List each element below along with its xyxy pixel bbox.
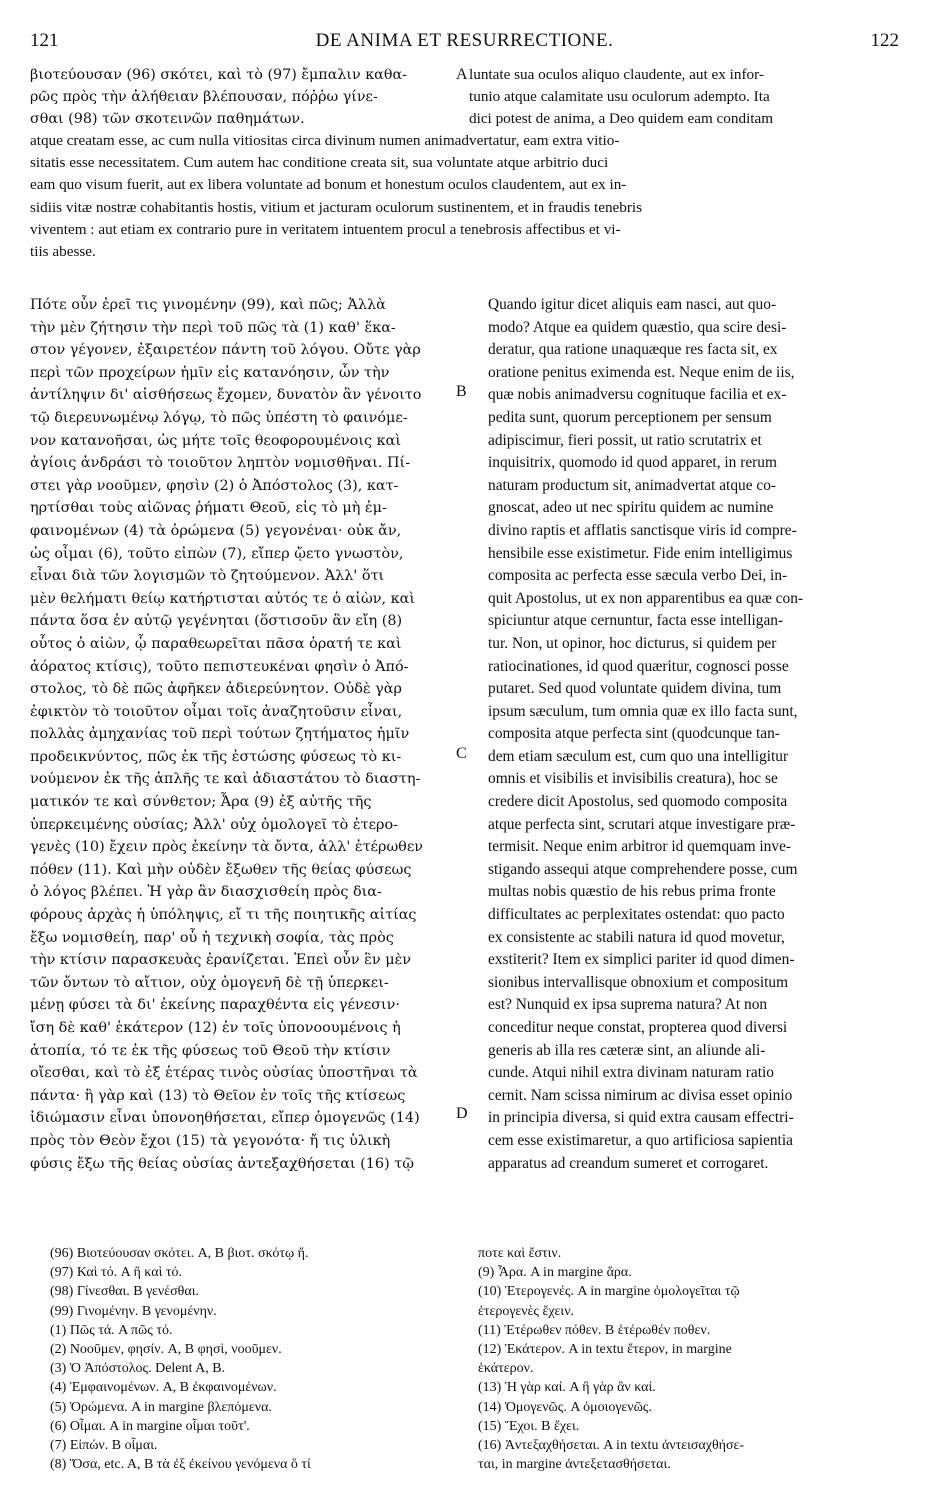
footnote-line: (96) Βιοτεύουσαν σκότει. A, B βιοτ. σκότῳ ἤ. [50, 1246, 309, 1261]
latin-text-line: exstiterit? Item ex simplici pariter id quod dimen- [488, 951, 795, 969]
greek-text-line: Πότε οὖν ἐρεῖ τις γινομένην (99), καὶ πῶς; Ἀλλὰ [30, 297, 386, 313]
greek-text-line: ἀόρατος κτίσις), τοῦτο πεπιστευκέναι φησὶν ὁ Ἀπό- [30, 658, 409, 675]
latin-text-line: ex consistente ac stabili natura id quod movetur, [488, 928, 785, 946]
latin-text-line: composita ac perfecta esse sæcula verbo Dei, in- [488, 567, 788, 585]
footnote-line: (15) Ἔχοι. B ἔχει. [478, 1418, 580, 1434]
footnote-line: (11) Ἑτέρωθεν πόθεν. B ἑτέρωθέν ποθεν. [478, 1322, 711, 1338]
greek-text-line: φόρους ἀρχὰς ἡ ὑπόληψις, εἴ τι τῆς ποιητικῆς αἰτίας [30, 907, 417, 924]
latin-text-line: difficultates ac perplexitates ostendat: quo pacto [488, 906, 785, 924]
latin-text-line: multas nobis quæstio de his rebus prima fronte [488, 883, 776, 901]
greek-text-line: ἀτοπία, τό τε ἐκ τῆς φύσεως τοῦ Θεοῦ τὴν κτίσιν [30, 1042, 391, 1059]
text-line: sitatis esse necessitatem. Cum autem hac conditione creata sit, sua voluntate atque arbitrio duci [30, 154, 609, 172]
latin-text-line: generis ab illa res cæteræ sint, an aliunde ali- [488, 1041, 766, 1059]
greek-text-line: τὴν κτίσιν παρασκευὰς ἐρανίζεται. Ἐπεὶ οὖν ἓν μὲν [30, 952, 412, 969]
text-line: eam quo visum fuerit, aut ex libera voluntate ad bonum et honestum oculos claudentem, aut ex in- [30, 176, 627, 194]
greek-text-line: πρὸς τὸν Θεὸν ἔχοι (15) τὰ γεγονότα· ἤ τις ὑλικὴ [30, 1132, 391, 1149]
latin-text-line: apparatus ad creandum sumeret et corrogaret. [488, 1154, 769, 1172]
latin-text-line: termisit. Neque enim arbitror id quemquam inve- [488, 838, 792, 856]
latin-text-line: inquisitrix, quomodo id quod apparet, in rerum [488, 454, 777, 472]
greek-text-line: πάντα ὅσα ἐν αὐτῷ γεγένηται (ὅστισοῦν ἂν εἴη (8) [30, 613, 403, 630]
greek-text-line: οὗτος ὁ αἰὼν, ᾧ παραθεωρεῖται πᾶσα ὁρατή τε καὶ [30, 635, 402, 652]
greek-text-line: προδεικνύντος, πῶς ἐκ τῆς ἑστώσης φύσεως τὸ κι- [30, 748, 402, 765]
footnotes-right-column [478, 1244, 898, 1474]
greek-text-line: τὴν μὲν ζήτησιν τὴν περὶ τοῦ πῶς τὰ (1) καθ' ἕκα- [30, 319, 396, 336]
margin-marker-a: A [456, 66, 468, 83]
greek-text-line: περὶ τῶν προχείρων ἡμῖν εἰς κατανόησιν, ὧν τὴν [30, 364, 390, 381]
latin-text-line: omnis et visibilis et invisibilis creatura), hoc se [488, 770, 778, 788]
text-line: atque creatam esse, ac cum nulla vitiositas circa divinum numen animadvertatur, eam extra vitio- [30, 132, 620, 149]
footnote-line: ται, in margine ἀντεξετασθήσεται. [478, 1457, 671, 1473]
greek-text-line: ἁγίοις ἀνδράσι τὸ τοιοῦτον ληπτὸν νομισθῆναι. Πί- [30, 455, 411, 472]
latin-text-line: cunde. Atqui nihil extra divinam naturam ratio [488, 1064, 774, 1082]
latin-text-line: credere dicit Apostolus, sed quomodo composita [488, 793, 788, 811]
latin-text-line: modo? Atque ea quidem quæstio, qua scire desi- [488, 318, 787, 336]
latin-text-line: in principia diversa, si quid extra causam effectri- [488, 1109, 794, 1127]
greek-text-line: ἐφικτὸν τὸ τοιοῦτον οἶμαι τοῖς ἀναζητοῦσιν εἶναι, [30, 703, 403, 720]
footnotes-left-column [50, 1244, 470, 1474]
latin-text-line: hensibile esse existimetur. Fide enim intelligimus [488, 544, 793, 562]
margin-marker-b: B [456, 383, 467, 400]
latin-text-line: Quando igitur dicet aliquis eam nasci, aut quo- [488, 296, 777, 313]
top-continuation-block [30, 64, 899, 263]
latin-text-line: putaret. Sed quod voluntate quidem divina, tum [488, 680, 782, 698]
footnote-line: (13) Ἡ γὰρ καί. A ἢ γὰρ ἂν καί. [478, 1380, 656, 1396]
text-line: ρῶς πρὸς τὴν ἀλήθειαν βλέπουσαν, πόῤῥω γίνε- [30, 89, 378, 105]
latin-text-line: pedita sunt, quorum perceptionem per sensum [488, 408, 772, 426]
latin-text-line: sionibus intervallisque obnoxium et compositum [488, 973, 789, 991]
greek-text-line: πόθεν (11). Καὶ μὴν οὐδὲν ἔξωθεν τῆς θείας φύσεως [30, 861, 412, 878]
latin-text-line: composita atque perfecta sint (quodcunque tan- [488, 725, 780, 743]
footnotes [50, 1244, 899, 1474]
text-line: βιοτεύουσαν (96) σκότει, καὶ τὸ (97) ἔμπαλιν καθα- [30, 67, 407, 83]
greek-text-line: γενὲς (10) ἔχειν πρὸς ἐκείνην τὰ ὄντα, ἀλλ' ἑτέρωθεν [30, 839, 424, 856]
full-width-latin [30, 130, 899, 263]
greek-column [30, 294, 470, 1175]
footnote-line: (9) Ἆρα. A in margine ἄρα. [478, 1265, 632, 1281]
footnote-line: (14) Ὁμογενῶς. A ὁμοιογενῶς. [478, 1399, 652, 1415]
margin-marker-d: D [456, 1105, 468, 1122]
latin-text-line: quit Apostolus, ut ex non apparentibus ea quæ con- [488, 589, 804, 607]
footnote-line: (98) Γίνεσθαι. B γενέσθαι. [50, 1284, 199, 1300]
greek-text-line: ματικόν τε καὶ σύνθετον; Ἆρα (9) ἐξ αὐτῆς τῆς [30, 794, 372, 811]
greek-text-line: ἰδιώμασιν εἶναι ὑπονοηθήσεται, εἴπερ ὁμογενῶς (14) [30, 1110, 420, 1127]
footnote-line: ἑτερογενὲς ἔχειν. [478, 1303, 575, 1319]
latin-text-line: conceditur neque constat, propterea quod diversi [488, 1019, 788, 1036]
top-greek-column [30, 64, 457, 130]
text-line: σθαι (98) τῶν σκοτεινῶν παθημάτων. [30, 111, 305, 127]
footnote-line: (4) Ἐμφαινομένων. A, B ἐκφαινομένων. [50, 1380, 277, 1396]
page-number-right: 122 [870, 30, 899, 51]
footnote-line: ποτε καὶ ἔστιν. [478, 1246, 562, 1261]
footnote-line: (97) Καὶ τό. A ἢ καὶ τό. [50, 1265, 182, 1281]
latin-text-line: divino raptis et afflatis sanctisque viris id compre- [488, 521, 797, 539]
margin-marker-c: C [456, 745, 467, 762]
latin-text-line: cernit. Nam scissa nimirum ac divisa esset opinio [488, 1086, 793, 1104]
greek-text-line: στον γέγονεν, ἐξαιρετέον πάντη τοῦ λόγου. Οὔτε γὰρ [30, 342, 421, 359]
footnote-line: (10) Ἑτερογενές. A in margine ὁμολογεῖται τῷ [478, 1284, 740, 1300]
footnote-line: (1) Πῶς τά. A πῶς τό. [50, 1322, 173, 1338]
latin-text-line: atque perfecta sint, scrutari atque investigare præ- [488, 815, 796, 833]
greek-text-line: οἴεσθαι, καὶ τὸ ἐξ ἑτέρας τινὸς οὐσίας ὑποστῆναι τὰ [30, 1065, 418, 1082]
footnote-line: (99) Γινομένην. B γενομένην. [50, 1303, 217, 1319]
latin-text-line: naturam productum sit, animadvertat atque co- [488, 476, 777, 494]
latin-text-line: gnoscat, adeo ut nec spiritu quidem ac numine [488, 499, 774, 517]
text-line: sidiis vitæ nostræ cohabitantis hostis, vitium et jacturam oculorum sustinentem, et in fraudis tenebris [30, 198, 643, 216]
latin-text-line: stigando assequi atque comprehendere posse, cum [488, 860, 798, 878]
greek-text-line: στολος, τὸ δὲ πῶς ἀφῆκεν ἀδιερεύνητον. Οὐδὲ γὰρ [30, 681, 402, 698]
latin-text-line: est? Nunquid ex ipsa suprema natura? At non [488, 996, 768, 1014]
running-title: DE ANIMA ET RESURRECTIONE. [315, 30, 614, 51]
greek-text-line: πολλὰς ἀμηχανίας τοῦ περὶ τούτων ζητήματος ἡμῖν [30, 726, 410, 743]
greek-text-line: στει γὰρ νοοῦμεν, φησὶν (2) ὁ Ἀπόστολος (3), κατ- [30, 477, 399, 494]
top-latin-column [469, 64, 899, 130]
greek-text-line: εἶναι διὰ τῶν λογισμῶν τὸ ζητούμενον. Ἀλλ' ὅτι [30, 568, 385, 585]
greek-text-line: ἔξω νομισθείη, παρ' οὗ ἡ τεχνικὴ σοφία, τὰς πρὸς [30, 929, 394, 946]
latin-text-line: dem etiam sæculum est, cum quo una intelligitur [488, 747, 789, 765]
latin-text-line: quæ nobis animadversu cognituque facilia et ex- [488, 386, 787, 404]
footnote-line: (6) Οἶμαι. A in margine οἶμαι τοῦτ'. [50, 1418, 250, 1434]
greek-text-line: νον κατανοῆσαι, ὡς μήτε τοῖς θεοφορουμένοις καὶ [30, 432, 401, 449]
latin-column [488, 294, 898, 1175]
text-line: tiis abesse. [30, 243, 96, 261]
footnote-line: ἑκάτερον. [478, 1361, 534, 1377]
greek-text-line: φύσις ἔξω τῆς θείας οὐσίας ἀντεξαχθήσεται (16) τῷ [30, 1155, 414, 1172]
footnote-line: (3) Ὁ Ἀπόστολος. Delent A, B. [50, 1361, 226, 1377]
latin-text-line: cem esse existimaretur, a quo artificiosa sapientia [488, 1131, 793, 1149]
footnote-line: (12) Ἑκάτερον. A in textu ἕτερον, in margine [478, 1342, 732, 1358]
text-line: luntate sua oculos aliquo claudente, aut ex infor- [469, 66, 764, 83]
latin-text-line: ipsum sæculum, tum omnia quæ ex illo facta sunt, [488, 702, 798, 720]
text-line: viventem : aut etiam ex contrario pure in veritatem intuentem procul a tenebrosis affectibus et vi- [30, 220, 621, 238]
greek-text-line: πάντα· ἢ γὰρ καὶ (13) τὸ Θεῖον ἐν τοῖς τῆς κτίσεως [30, 1087, 406, 1104]
text-line: dici potest de anima, a Deo quidem eam conditam [469, 110, 774, 127]
latin-text-line: adipiscimur, fieri possit, ut ratio scrutatrix et [488, 431, 762, 449]
greek-text-line: ὑπερκειμένης οὐσίας; Ἀλλ' οὐχ ὁμολογεῖ τὸ ἑτερο- [30, 816, 399, 833]
latin-text-line: oratione penitus eximenda est. Neque enim de iis, [488, 363, 795, 381]
greek-text-line: ὡς οἶμαι (6), τοῦτο εἰπὼν (7), εἴπερ ᾤετο γνωστὸν, [30, 545, 404, 562]
latin-text-line: spiciuntur atque cernuntur, facta esse intelligan- [488, 612, 784, 630]
greek-text-line: νούμενον ἐκ τῆς ἁπλῆς τε καὶ ἀδιαστάτου τὸ διαστη- [30, 771, 421, 788]
greek-text-line: ἴση δὲ καθ' ἑκάτερον (12) ἐν τοῖς ὑπονοουμένοις ἡ [30, 1020, 401, 1036]
footnote-line: (7) Εἰπών. B οἶμαι. [50, 1438, 158, 1454]
greek-text-line: τῷ διερευνωμένῳ λόγῳ, τὸ πῶς ὑπέστη τὸ φαινόμε- [30, 409, 408, 426]
footnote-line: (16) Ἀντεξαχθήσεται. A in textu ἀντεισαχθήσε- [478, 1438, 745, 1454]
latin-text-line: deratur, qua ratione unaquæque res facta sit, ex [488, 341, 778, 359]
page-number-left: 121 [30, 30, 59, 51]
page-header [30, 30, 899, 54]
latin-text-line: tur. Non, ut opinor, hoc dicturus, si quidem per [488, 634, 777, 652]
greek-text-line: μὲν θελήματι θείῳ κατήρτισται αὐτός τε ὁ αἰὼν, καὶ [30, 590, 415, 607]
greek-text-line: μένῃ φύσει τὰ δι' ἐκείνης παραχθέντα εἰς γένεσιν· [30, 997, 400, 1014]
greek-text-line: τῶν ὄντων τὸ αἴτιον, οὐχ ὁμογενῆ δὲ τῇ ὑπερκει- [30, 974, 389, 991]
greek-text-line: ηρτίσθαι τοὺς αἰῶνας ῥήματι Θεοῦ, εἰς τὸ μὴ ἐμ- [30, 500, 387, 517]
latin-text-line: ratiocinationes, id quod quæritur, cognosci posse [488, 657, 789, 675]
footnote-line: (5) Ὁρώμενα. A in margine βλεπόμενα. [50, 1399, 272, 1415]
greek-text-line: ἀντίληψιν δι' αἰσθήσεως ἔχομεν, δυνατὸν ἂν γένοιτο [30, 387, 422, 404]
main-text-columns [30, 294, 899, 1175]
footnote-line: (2) Νοοῦμεν, φησίν. A, B φησὶ, νοοῦμεν. [50, 1342, 282, 1358]
greek-text-line: φαινομένων (4) τὰ ὁρώμενα (5) γεγονέναι· οὐκ ἄν, [30, 522, 402, 539]
footnote-line: (8) Ὅσα, etc. A, B τὰ ἐξ ἐκείνου γενόμενα ὅ τί [50, 1457, 311, 1473]
greek-text-line: ὁ λόγος βλέπει. Ἡ γὰρ ἂν διασχισθείη πρὸς δια- [30, 884, 382, 901]
text-line: tunio atque calamitate usu oculorum adempto. Ita [469, 88, 770, 105]
